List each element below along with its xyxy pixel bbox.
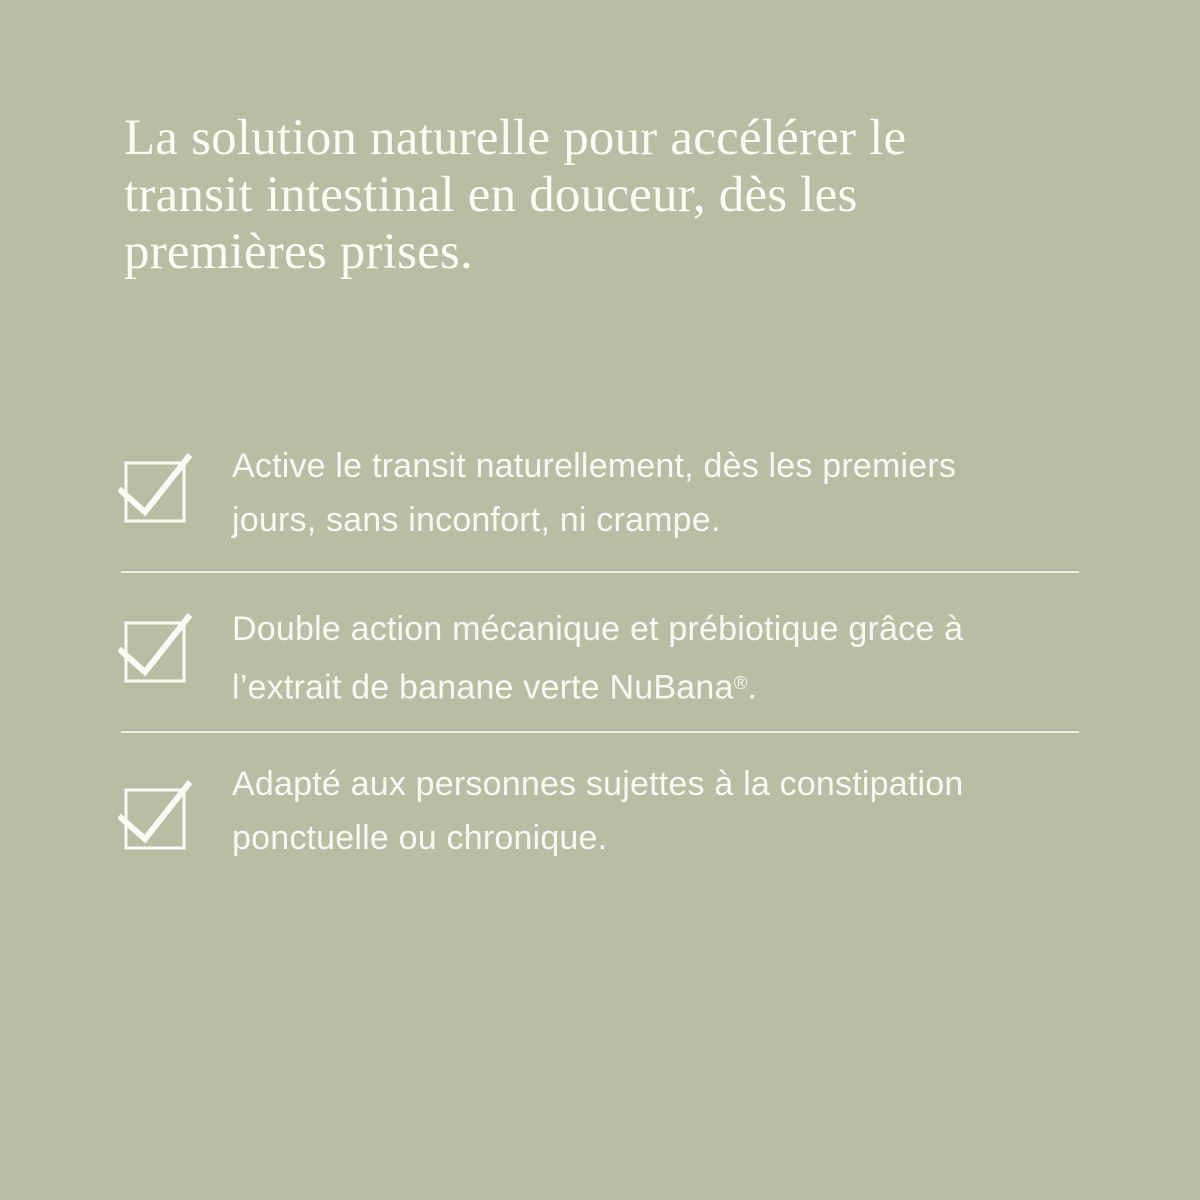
headline-line-3: premières prises. <box>124 224 473 280</box>
headline-line-2: transit intestinal en douceur, dès les <box>124 167 858 223</box>
benefit-3-line-1: Adapté aux personnes sujettes à la constipation <box>232 765 964 803</box>
divider <box>121 571 1079 573</box>
benefit-item-1 <box>232 439 956 547</box>
benefit-2-line-1: Double action mécanique et prébiotique grâce à <box>232 610 964 648</box>
benefit-3-line-2: ponctuelle ou chronique. <box>232 819 608 857</box>
benefit-1-line-1: Active le transit naturellement, dès les premiers <box>232 447 957 485</box>
benefit-1-line-2: jours, sans inconfort, ni crampe. <box>232 501 721 539</box>
benefit-2-line-2-text: l’extrait de banane verte NuBana <box>232 668 734 707</box>
checkbox-checked-icon <box>118 774 198 854</box>
benefit-2-line-2-period: . <box>747 668 758 707</box>
benefit-item-3 <box>232 757 963 865</box>
benefit-2-line-2 <box>232 656 963 714</box>
divider <box>121 731 1079 733</box>
benefit-item-2 <box>232 602 963 714</box>
checkbox-checked-icon <box>118 447 198 527</box>
page-title <box>124 110 906 281</box>
headline-line-1: La solution naturelle pour accélérer le <box>124 110 907 166</box>
registered-trademark-symbol: ® <box>733 672 748 693</box>
checkbox-checked-icon <box>118 607 198 687</box>
